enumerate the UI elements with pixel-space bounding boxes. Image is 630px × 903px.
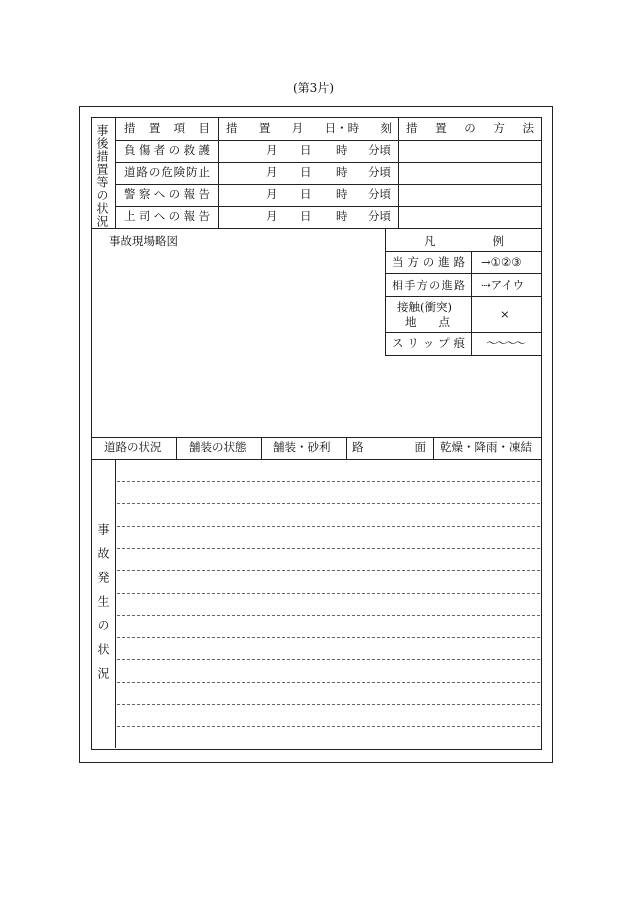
writing-line[interactable] <box>117 570 540 571</box>
writing-line[interactable] <box>117 503 540 504</box>
road-surface-options[interactable]: 乾燥・降雨・凍結 <box>440 440 532 454</box>
legend-skid-symbol: 〜〜〜〜 <box>486 336 524 350</box>
header-method: 措 置 の 方 法 <box>406 121 534 135</box>
time-day-3[interactable]: 日 <box>300 187 312 201</box>
time-day-2[interactable]: 日 <box>300 165 312 179</box>
writing-line[interactable] <box>117 659 540 660</box>
writing-line[interactable] <box>117 704 540 705</box>
road-surface-label: 路 面 <box>352 440 426 454</box>
legend-contact-symbol: × <box>500 307 510 321</box>
time-day-4[interactable]: 日 <box>300 209 312 223</box>
writing-line[interactable] <box>117 615 540 616</box>
measure-item-2: 道 路 の 危 険 防 止 <box>124 165 210 179</box>
method-cell-2[interactable] <box>399 163 540 184</box>
time-day-1[interactable]: 日 <box>300 143 312 157</box>
writing-line[interactable] <box>117 726 540 727</box>
time-month-4[interactable]: 月 <box>266 209 278 223</box>
legend-own-path-symbol: →①②③ <box>481 255 522 269</box>
writing-line[interactable] <box>117 593 540 594</box>
pavement-state-label: 舗装の状態 <box>189 440 247 454</box>
method-cell-1[interactable] <box>399 141 540 162</box>
sketch-title: 事故現場略図 <box>109 234 178 248</box>
time-minute-2[interactable]: 分頃 <box>368 165 391 179</box>
time-month-3[interactable]: 月 <box>266 187 278 201</box>
sketch-drawing-area[interactable] <box>92 252 384 436</box>
writing-line[interactable] <box>117 637 540 638</box>
method-cell-3[interactable] <box>399 185 540 206</box>
time-minute-4[interactable]: 分頃 <box>368 209 391 223</box>
legend-contact-label-line1: 接触(衝突) <box>397 300 452 314</box>
measure-item-1: 負 傷 者 の 救 護 <box>124 143 210 157</box>
time-hour-1[interactable]: 時 <box>336 143 348 157</box>
legend-title: 凡 例 <box>424 234 504 248</box>
time-hour-3[interactable]: 時 <box>336 187 348 201</box>
header-item: 措 置 項 目 <box>124 121 210 135</box>
pavement-options[interactable]: 舗装・砂利 <box>273 440 331 454</box>
time-month-2[interactable]: 月 <box>266 165 278 179</box>
measure-item-4: 上 司 へ の 報 告 <box>124 209 210 223</box>
time-minute-1[interactable]: 分頃 <box>368 143 391 157</box>
time-minute-3[interactable]: 分頃 <box>368 187 391 201</box>
time-hour-2[interactable]: 時 <box>336 165 348 179</box>
header-time: 措 置 月 日・時 刻 <box>226 121 392 135</box>
time-month-1[interactable]: 月 <box>266 143 278 157</box>
legend-other-path-symbol: ⇢アイウ <box>481 278 525 292</box>
legend-own-path-label: 当 方 の 進 路 <box>392 255 465 269</box>
occurrence-side-label: 事故発生の状況 <box>96 523 110 691</box>
legend-other-path-label: 相 手 方 の 進 路 <box>392 279 465 292</box>
road-condition-label: 道路の状況 <box>104 440 162 454</box>
measure-item-3: 警 察 へ の 報 告 <box>124 187 210 201</box>
writing-line[interactable] <box>117 548 540 549</box>
legend-contact-label-line2: 地 点 <box>405 315 450 329</box>
page-label: (第3片) <box>293 81 334 95</box>
legend-skid-label: ス リ ッ プ 痕 <box>392 336 465 350</box>
method-cell-4[interactable] <box>399 207 540 228</box>
writing-line[interactable] <box>117 481 540 482</box>
writing-line[interactable] <box>117 682 540 683</box>
time-hour-4[interactable]: 時 <box>336 209 348 223</box>
measures-side-label: 事後措置等の状況 <box>95 124 109 228</box>
writing-line[interactable] <box>117 526 540 527</box>
